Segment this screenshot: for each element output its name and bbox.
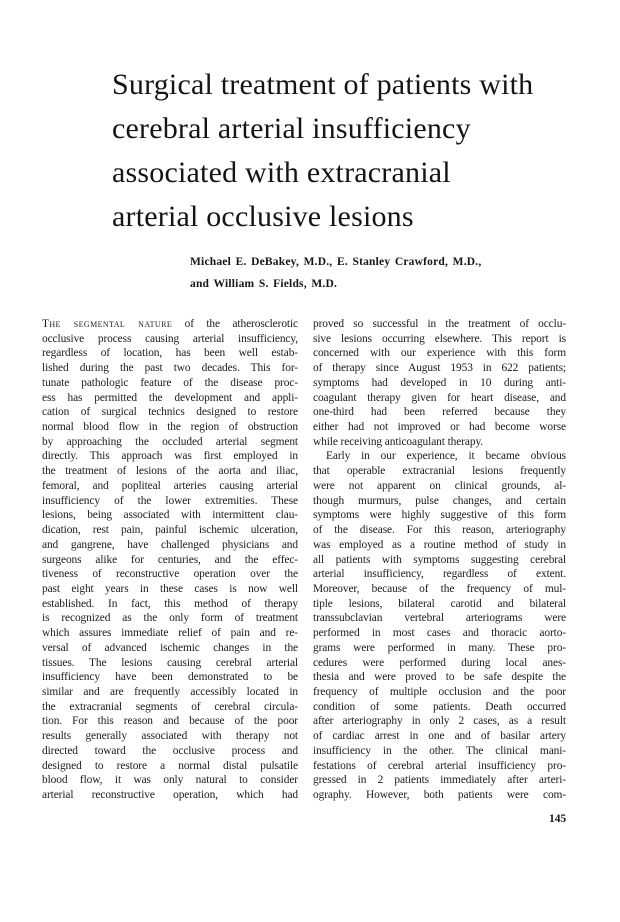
author-block (190, 251, 530, 295)
text-line: thesia and were proved to be safe despite the (313, 671, 566, 684)
text-line: insufficiency have been demonstrated to be (42, 671, 298, 684)
text-line: regardless of location, has been well estab- (42, 347, 298, 360)
article-title (112, 63, 587, 239)
text-line: symptoms had developed in 10 during anti- (313, 376, 566, 389)
title-line-4: arterial occlusive lesions (112, 200, 414, 233)
text-line: insufficiency in the other. The clinical mani- (313, 744, 566, 757)
text-line: blood flow, it was only natural to consider (42, 774, 298, 787)
text-line: directly. This approach was first employed in (42, 450, 298, 463)
text-line: similar and are frequently accessibly located in (42, 685, 298, 698)
text-line: sive lesions occurring elsewhere. This report is (313, 332, 566, 345)
author-line-1: Michael E. DeBakey, M.D., E. Stanley Crawford, M.D., (190, 256, 482, 268)
text-line: that operable extracranial lesions frequently (313, 465, 566, 478)
text-line: Moreover, because of the frequency of mul- (313, 582, 566, 595)
text-line: lesions, being associated with intermittent clau- (42, 509, 298, 522)
text-line: surgeons alike for centuries, and the effec- (42, 553, 298, 566)
author-line-2: and William S. Fields, M.D. (190, 278, 338, 290)
text-line: of therapy since August 1953 in 622 patients; (313, 362, 566, 375)
text-line: the treatment of lesions of the aorta and iliac, (42, 465, 298, 478)
text-line: normal blood flow in the region of obstruction (42, 421, 298, 434)
lead-in-small-caps: The segmental nature (42, 318, 173, 330)
text-line: which assures immediate relief of pain and re- (42, 627, 298, 640)
text-line: established. In fact, this method of therapy (42, 597, 298, 610)
text-line: concerned with our experience with this form (313, 347, 566, 360)
text-line: by approaching the occluded arterial segment (42, 435, 298, 448)
text-line: lished during the past two decades. This for- (42, 362, 298, 375)
paragraph-1-lines (42, 332, 298, 803)
paragraph-1 (42, 317, 298, 803)
text-line: insufficiency of the lower extremities. These (42, 494, 298, 507)
lead-line-rest: of the atherosclerotic (184, 318, 298, 330)
text-line: either had not improved or had become worse (313, 421, 566, 434)
text-line: was employed as a routine method of study in (313, 538, 566, 551)
text-line: dication, rest pain, painful ischemic ulceration, (42, 524, 298, 537)
text-line: past eight years in these cases is now well (42, 582, 298, 595)
text-line: were not apparent on clinical grounds, al- (313, 479, 566, 492)
text-line: results generally associated with therapy not (42, 730, 298, 743)
text-line: transsubclavian vertebral arteriograms were (313, 612, 566, 625)
text-line: one-third had been referred because they (313, 406, 566, 419)
text-line: coagulant therapy given for heart disease, and (313, 391, 566, 404)
paragraph-1-continued (313, 317, 566, 449)
text-line: while receiving anticoagulant therapy. (313, 435, 484, 448)
text-line: versal of advanced ischemic changes in the (42, 641, 298, 654)
text-line: designed to restore a normal distal pulsatile (42, 759, 298, 772)
text-line: though murmurs, pulse changes, and certain (313, 494, 566, 507)
text-line: performed in most cases and thoracic aorto- (313, 627, 566, 640)
right-column (313, 317, 566, 826)
text-line: proved so successful in the treatment of occlu- (313, 318, 566, 330)
left-column (42, 317, 298, 826)
text-line: frequency of multiple occlusion and the poor (313, 685, 566, 698)
text-line: femoral, and popliteal arteries causing arterial (42, 479, 298, 492)
text-line: gressed in 2 patients immediately after arteri- (313, 774, 566, 787)
text-line: tion. For this reason and because of the poor (42, 715, 298, 728)
text-line: tunate pathologic feature of the disease proc- (42, 376, 298, 389)
title-line-1: Surgical treatment of patients with (112, 68, 534, 101)
text-line: of cardiac arrest in one and of basilar artery (313, 730, 566, 743)
text-line: of the disease. For this reason, arteriography (313, 524, 566, 537)
text-line-lead (42, 317, 298, 332)
paragraph-2 (313, 449, 566, 802)
text-line: tissues. The lesions causing cerebral arterial (42, 656, 298, 669)
text-line: and gangrene, have challenged physicians and (42, 538, 298, 551)
page-number: 145 (549, 812, 566, 825)
text-line: arterial insufficiency, regardless of extent. (313, 568, 566, 581)
title-line-2: cerebral arterial insufficiency (112, 112, 471, 145)
text-line: after arteriography in only 2 cases, as a result (313, 715, 566, 728)
text-line: tiple lesions, bilateral carotid and bilateral (313, 597, 566, 610)
text-line: ography. However, both patients were com- (313, 789, 566, 801)
text-line: symptoms were highly suggestive of this form (313, 509, 566, 522)
text-line: ess has permitted the development and appli- (42, 391, 298, 404)
text-line: cedures were performed during local anes- (313, 656, 566, 669)
text-line: festations of cerebral arterial insufficiency pro- (313, 759, 566, 772)
text-line: tiveness of reconstructive operation over the (42, 568, 298, 581)
article-body (42, 317, 566, 826)
text-line: is recognized as the only form of treatment (42, 612, 298, 625)
text-line: grams were performed in many. These pro- (313, 641, 566, 654)
text-line: all patients with symptoms suggesting cerebral (313, 553, 566, 566)
text-line: condition of some patients. Death occurred (313, 700, 566, 713)
title-line-3: associated with extracranial (112, 156, 451, 189)
text-line: the extracranial segments of cerebral circula- (42, 700, 298, 713)
text-line: cation of surgical technics designed to restore (42, 406, 298, 419)
text-line: arterial reconstructive operation, which had (42, 789, 298, 801)
text-line: directed toward the occlusive process and (42, 744, 298, 757)
text-line: Early in our experience, it became obvious (326, 450, 566, 463)
text-line: occlusive process causing arterial insufficiency, (42, 332, 298, 345)
